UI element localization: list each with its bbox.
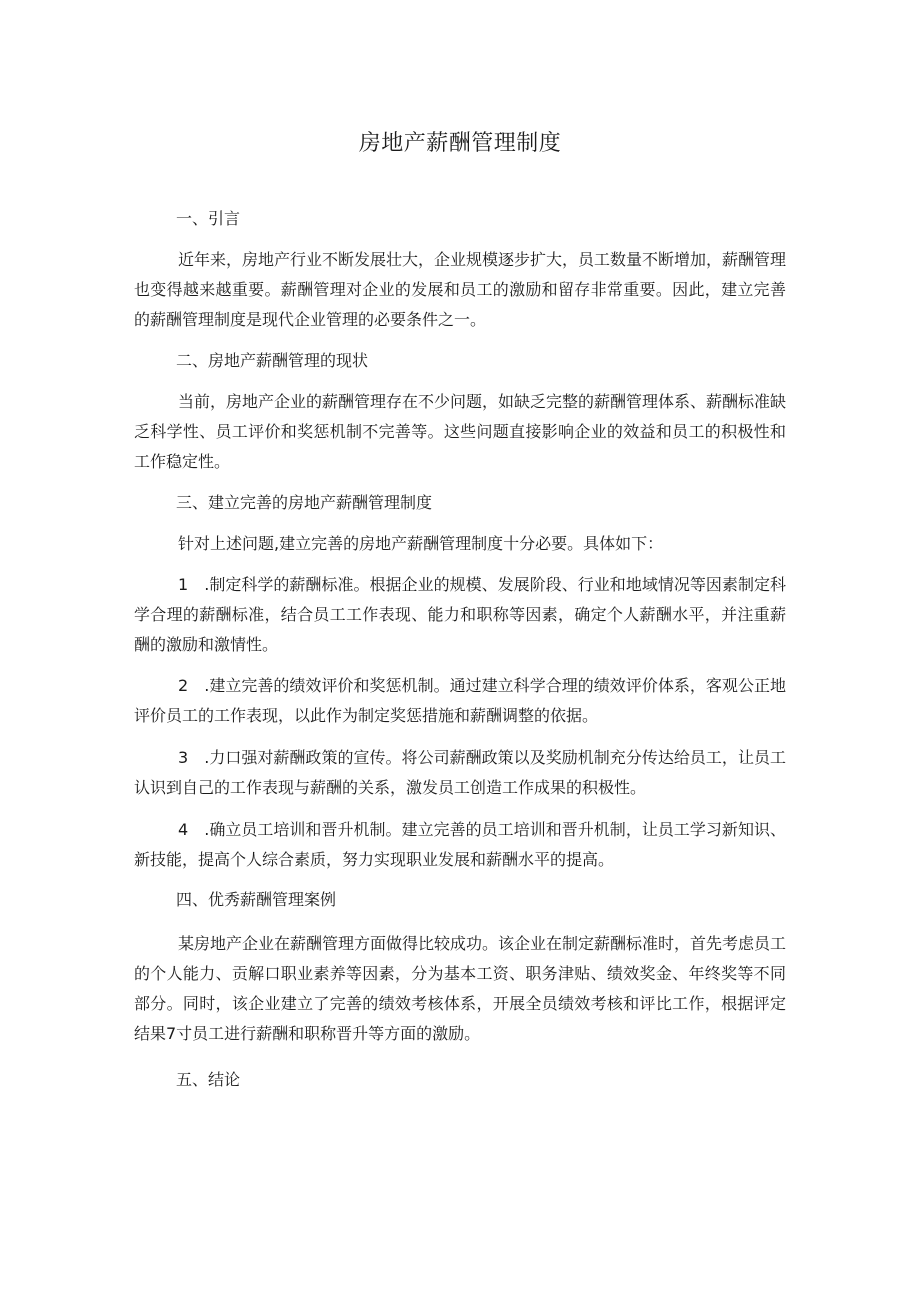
paragraph-excellent-case: 某房地产企业在薪酬管理方面做得比较成功。该企业在制定薪酬标准时，首先考虑员工的个人能力、贡解口职业素养等因素，分为基本工资、职务津贴、绩效奖金、年终奖等不同部分。同时，该企业建立了完善的绩效考核体系，开展全员绩效考核和评比工作，根据评定结果7寸员工进行薪酬和职称晋升等方面的激励。 (134, 934, 787, 1043)
section-heading-excellent-case: 四、优秀薪酬管理案例 (176, 890, 337, 909)
paragraph-introduction: 近年来，房地产行业不断发展壮大，企业规模逐步扩大，员工数量不断增加，薪酬管理也变得越来越重要。薪酬管理对企业的发展和员工的激励和留存非常重要。因此，建立完善的薪酬管理制度是现代企业管理的必要条件之一。 (134, 250, 787, 329)
list-item-performance-evaluation: 2 .建立完善的绩效评价和奖惩机制。通过建立科学合理的绩效评价体系，客观公正地评价员工的工作表现，以此作为制定奖惩措施和薪酬调整的依据。 (134, 676, 786, 725)
section-heading-introduction: 一、引言 (176, 209, 241, 228)
section-heading-current-status: 二、房地产薪酬管理的现状 (176, 351, 369, 370)
list-item-training-promotion: 4 .确立员工培训和晋升机制。建立完善的员工培训和晋升机制，让员工学习新知识、新技能，提高个人综合素质，努力实现职业发展和薪酬水平的提高。 (134, 820, 786, 869)
paragraph-current-status: 当前，房地产企业的薪酬管理存在不少问题，如缺乏完整的薪酬管理体系、薪酬标准缺乏科学性、员工评价和奖惩机制不完善等。这些问题直接影响企业的效益和员工的积极性和工作稳定性。 (134, 392, 787, 471)
document-title: 房地产薪酬管理制度 (358, 131, 562, 156)
section-heading-conclusion: 五、结论 (176, 1070, 241, 1089)
list-item-salary-standard: 1 .制定科学的薪酬标准。根据企业的规模、发展阶段、行业和地域情况等因素制定科学合理的薪酬标准，结合员工工作表现、能力和职称等因素，确定个人薪酬水平，并注重薪酬的激励和激情性。 (134, 575, 786, 654)
paragraph-establish-intro: 针对上述问题,建立完善的房地产薪酬管理制度十分必要。具体如下： (178, 534, 664, 553)
list-item-policy-publicity: 3 .力口强对薪酬政策的宣传。将公司薪酬政策以及奖励机制充分传达给员工，让员工认识到自己的工作表现与薪酬的关系，激发员工创造工作成果的积极性。 (134, 748, 786, 797)
section-heading-establish-system: 三、建立完善的房地产薪酬管理制度 (176, 493, 433, 512)
